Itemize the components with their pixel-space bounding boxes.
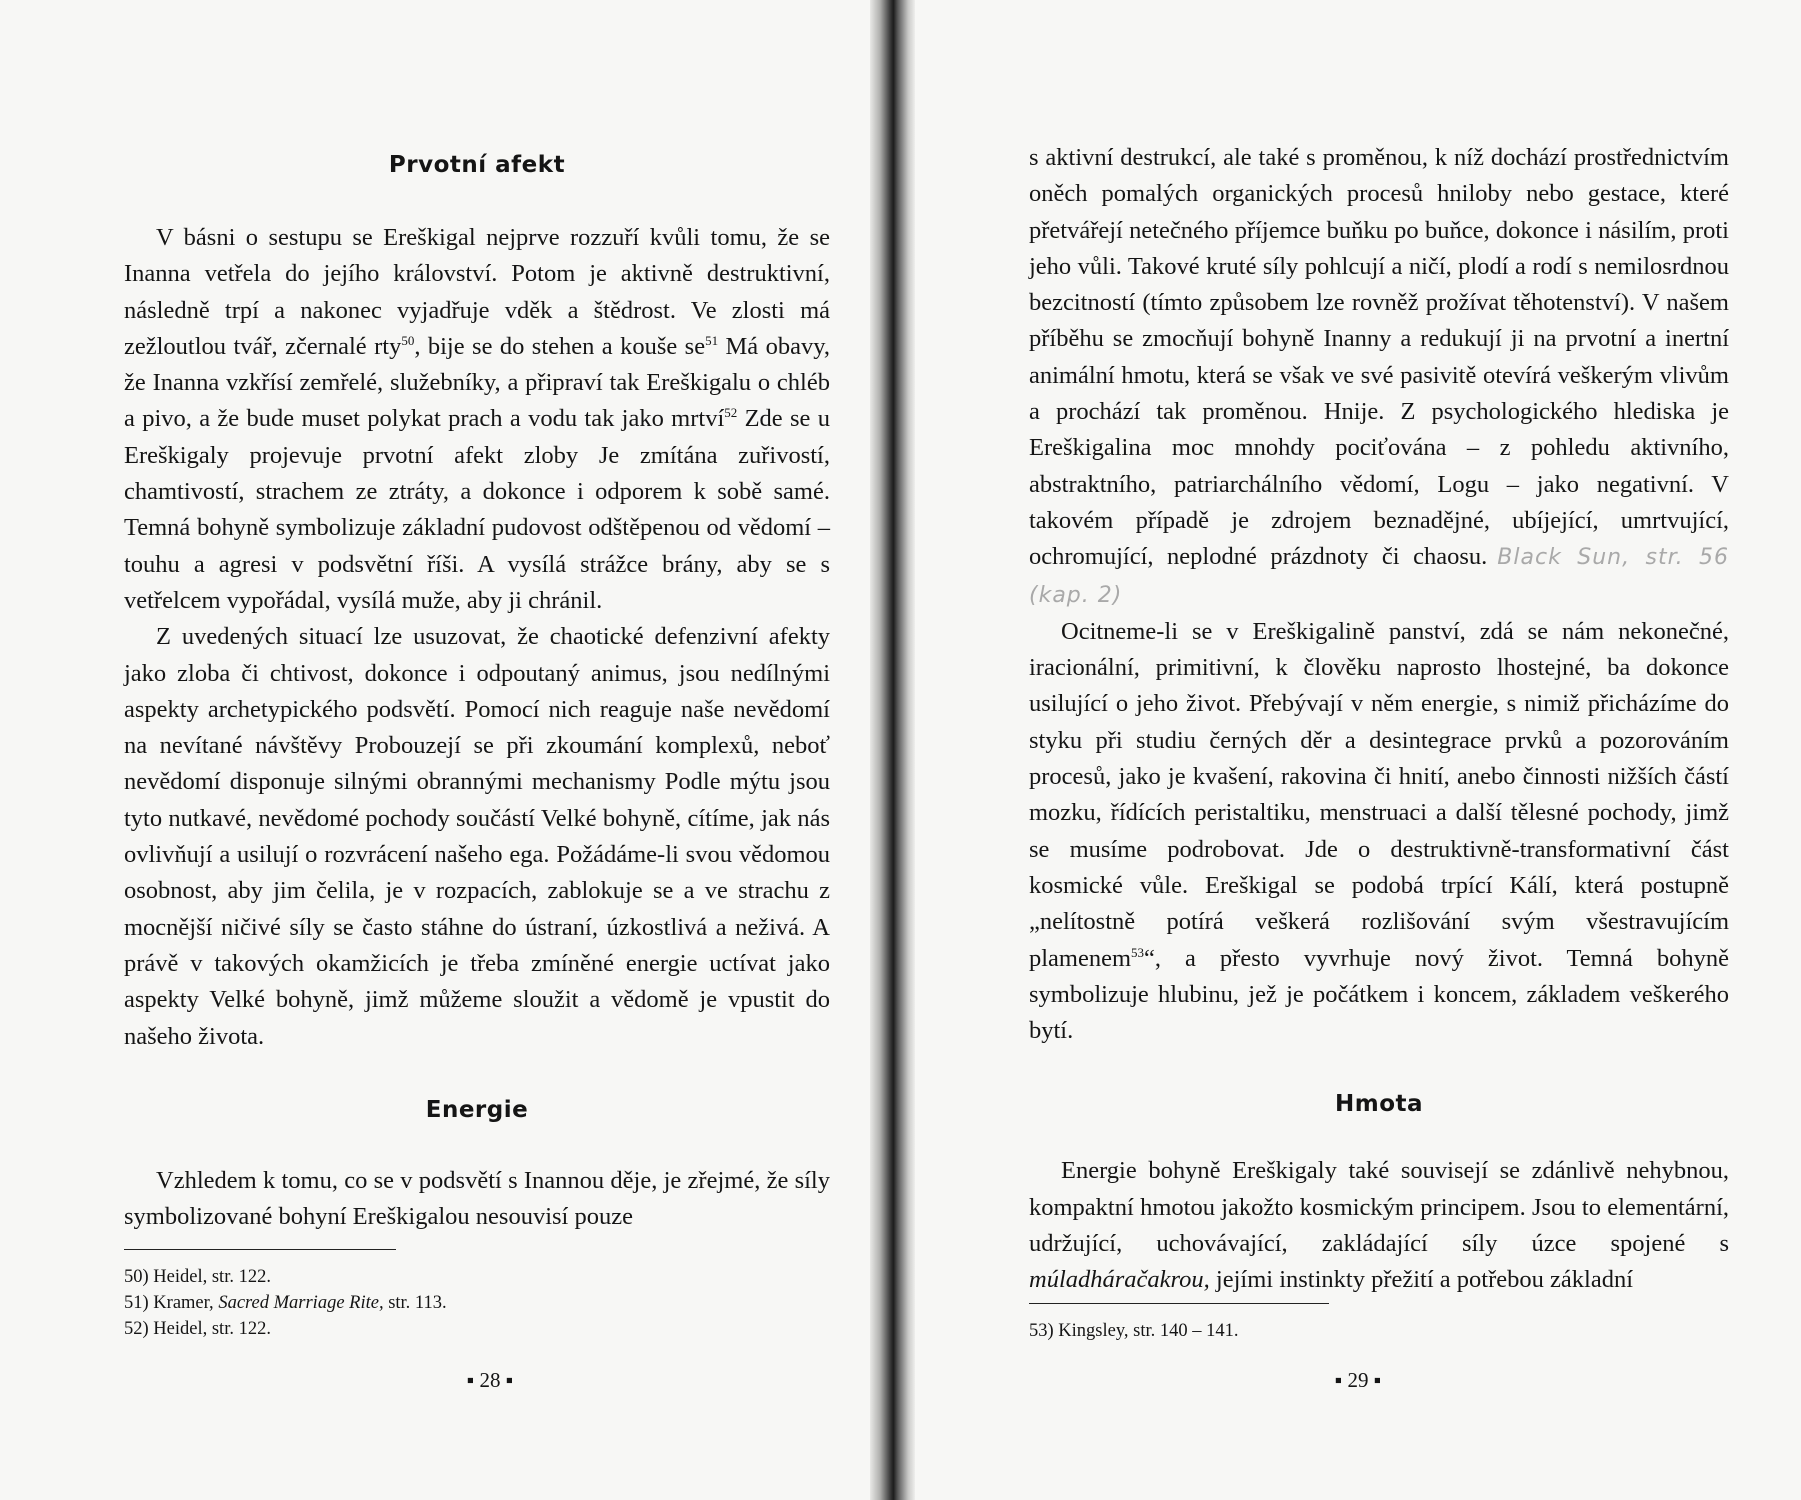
footnote-divider [1029, 1303, 1329, 1304]
section-heading-hmota: Hmota [1334, 1091, 1424, 1118]
footnote-divider [124, 1249, 396, 1250]
paragraph: Vzhledem k tomu, co se v podsvětí s Inannou děje, je zřejmé, že síly symbolizované bohyní Ereškigalou nesouvisí pouze [124, 1166, 830, 1231]
page-number: ▪ 28 ▪ [466, 1368, 514, 1392]
left-page-text [124, 152, 830, 1342]
footnote-ref: 50 [401, 332, 415, 348]
footnote-ref: 53 [1131, 944, 1145, 960]
footnote-ref: 52 [724, 405, 738, 421]
left-page [0, 0, 880, 1500]
paragraph: Z uvedených situací lze usuzovat, že chaotické defenzivní afekty jako zloba či chtivost, dokonce i odpoutaný animus, jsou nedílnými aspekty archetypického podsvětí. Pomocí nich reaguje naše nevědomí na nevítané návštěvy Probouzejí se při zkoumání komplexů, neboť nevědomí disponuje silnými obrannými mechanismy Podle mýtu jsou tyto nutkavé, nevědomé pochody součástí Velké bohyně, cítíme, jak nás ovlivňují a usilují o rozvrácení našeho ega. Požádáme-li svou vědomou osobnost, aby jim čelila, je v rozpacích, zablokuje se a ve strachu z mocnější ničivé síly se často stáhne do ústraní, úzkostlivá a neživá. A právě v takových okamžicích je třeba zmíněné energie uctívat jako aspekty Velké bohyně, jimž můžeme sloužit a vědomě je vpustit do našeho života. [124, 623, 830, 1050]
footnote: 52) Heidel, str. 122. [124, 1319, 271, 1340]
paragraph: Ocitneme-li se v Ereškigalině panství, zdá se nám nekonečné, iracionální, primitivní, k člověku naprosto lhostejné, ba dokonce usilující o jeho život. Přebývají v něm energie, s nimiž přicházíme do styku při studiu černých děr a desintegrace prvků a pozorováním procesů, jako je kvašení, rakovina či hnití, anebo činnosti nižších částí mozku, řídících peristaltiku, menstruaci a další tělesné pochody, jimž se musíme podrobovat. Jde o destruktivně-transformativní část kosmické vůle. Ereškigal se podobá trpící Kálí, která postupně „nelítostně potírá veškerá rozlišování svým všestravujícím plamenem$^{53}$“, a přesto vyvrhuje nový život. Temná bohyně symbolizuje hlubinu, jež je počátkem i koncem, základem veškerého bytí. [1029, 617, 1729, 1045]
paragraph: Energie bohyně Ereškigaly také souvisejí se zdánlivě nehybnou, kompaktní hmotou jakožto kosmickým principem. Jsou to elementární, udržující, uchovávající, zakládající síly úzce spojené s múladháračakrou, jejími instinkty přežití a potřebou základní [1029, 1157, 1729, 1294]
footnote: 51) Kramer, Sacred Marriage Rite, str. 113. [124, 1293, 447, 1314]
footnote: 50) Heidel, str. 122. [124, 1267, 271, 1288]
section-heading-energie: Energie [425, 1096, 529, 1123]
italic-term: múladháračakrou, [1029, 1266, 1210, 1294]
section-heading-prvotni-afekt: Prvotní afekt [388, 152, 566, 178]
handwritten-note: Black Sun, str. 56 (kap. 2) [1029, 545, 1729, 608]
book-gutter [870, 0, 915, 1500]
paragraph: s aktivní destrukcí, ale také s proměnou, k níž dochází prostřednictvím oněch pomalých organických procesů hniloby nebo gestace, které přetvářejí netečného příjemce buňku po buňce, dokonce i násilím, proti jeho vůli. Takové kruté síly pohlcují a ničí, plodí a rodí s nemilosrdnou bezcitností (tímto způsobem lze rovněž prožívat těhotenství). V našem příběhu se zmocňují bohyně Inanny a redukují ji na prvotní a inertní animální hmotu, která se však ve své pasivitě otevírá veškerým vlivům a prochází tak proměnou. Hnije. Z psychologického hlediska je Ereškigalina moc mnohdy pociťována – z pohledu aktivního, abstraktního, patriarchálního vědomí, Logu – jako negativní. V takovém případě je zdrojem beznadějné, ubíjející, umrtvující, ochromující, neplodné prázdnoty či chaosu. Black Sun, str. 56 (kap. 2) [1029, 144, 1729, 608]
page-number: ▪ 29 ▪ [1334, 1368, 1382, 1392]
footnote: 53) Kingsley, str. 140 – 141. [1029, 1320, 1239, 1341]
paragraph: V básni o sestupu se Ereškigal nejprve rozzuří kvůli tomu, že se Inanna vetřela do jejího království. Potom je aktivně destruktivní, následně trpí a nakonec vyjadřuje vděk a štědrost. Ve zlosti má zežloutlou tvář, zčernalé rty$^{50}$, bije se do stehen a kouše $se^{51}$ Má obavy, že Inanna vzkřísí zemřelé, služebníky, a připraví tak Ereškigalu o chléb a pivo, a že bude muset polykat prach a vodu tak jako mrtví$^{52}$ Zde se u Ereškigaly projevuje prvotní afekt zloby Je zmítána zuřivostí, chamtivostí, strachem ze ztráty, a dokonce i odporem k sobě samé. Temná bohyně symbolizuje základní pudovost odštěpenou od vědomí – touhu a agresi v podsvětní říši. A vysílá strážce brány, aby se s vetřelcem vypořádal, vysílá muže, aby ji chránil. [124, 224, 830, 614]
right-page-text [1029, 140, 1729, 1344]
footnote-ref: 51 [705, 332, 719, 348]
